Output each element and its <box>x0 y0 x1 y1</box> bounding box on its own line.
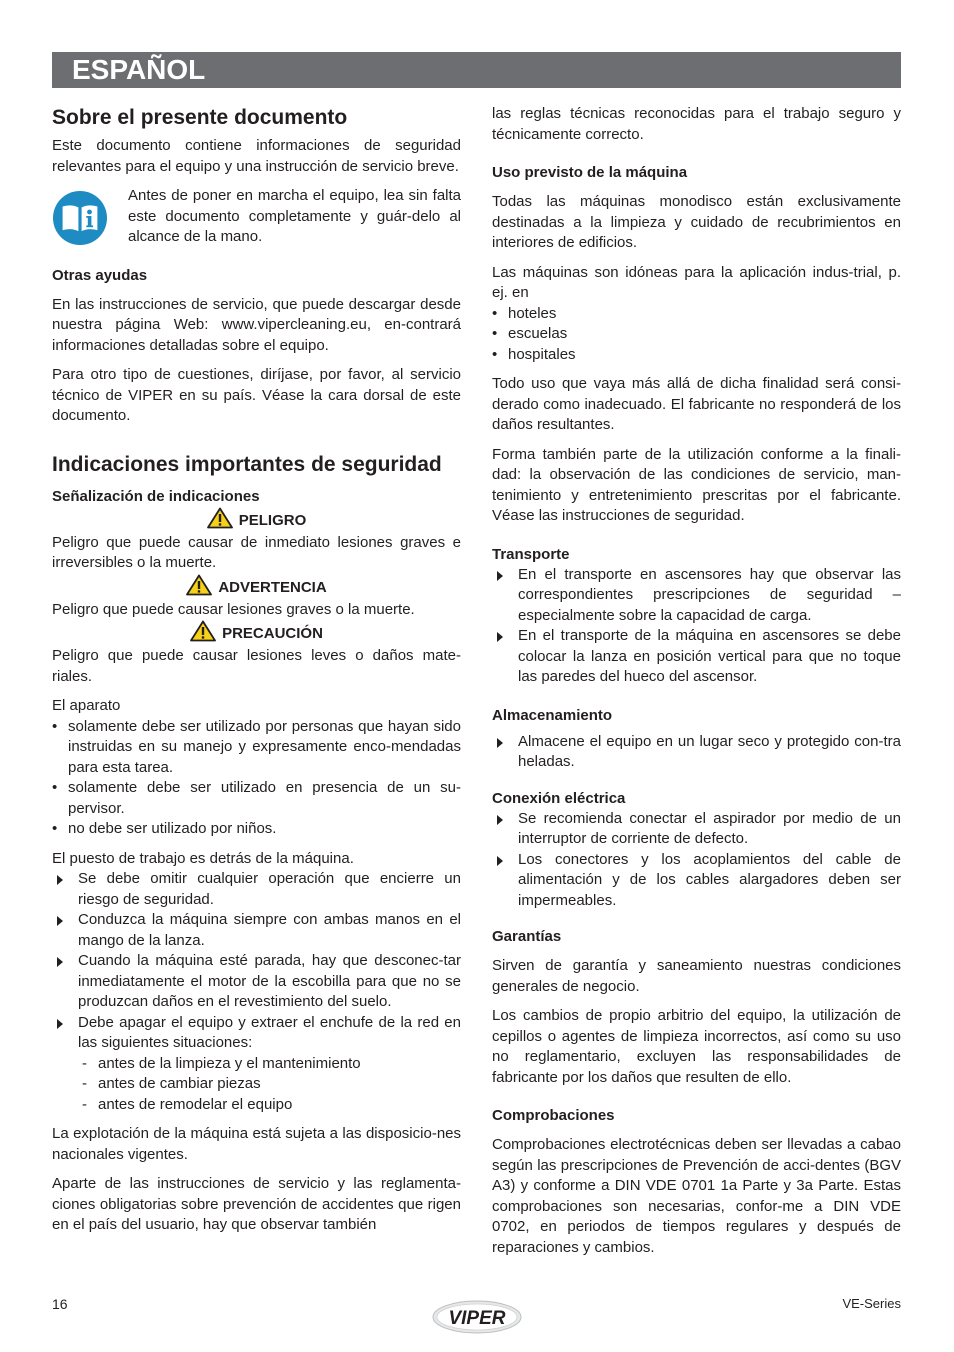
help-paragraph-2: Para otro tipo de cuestiones, diríjase, por favor, al servicio técnico de VIPER en su país. Véase la cara dorsal de este documento. <box>52 366 461 424</box>
arrow-bullet-icon <box>497 571 503 581</box>
help-heading: Otras ayudas <box>52 266 148 284</box>
logo-text: VIPER <box>448 1308 506 1329</box>
list-item: En el transporte en ascensores hay que observar las correspondientes prescripciones de seguridad –especialmente sobre la capacidad de carga. <box>492 565 901 627</box>
situations-list <box>78 1054 461 1116</box>
list-item: • solamente debe ser utilizado por personas que hayan sido instruidas en su manejo y expresamente enco-mendadas para esta tarea. <box>52 717 461 779</box>
warranty-paragraph-1: Sirven de garantía y saneamiento nuestras condiciones generales de negocio. <box>492 957 901 995</box>
warranty-heading: Garantías <box>492 928 562 945</box>
use-heading: Uso previsto de la máquina <box>492 164 688 181</box>
help-paragraph-1: En las instrucciones de servicio, que puede descargar desde nuestra página Web: www.vipercleaning.eu, en-contrará informaciones detalladas sobre el equipo. <box>52 295 461 354</box>
info-note <box>52 186 461 248</box>
list-item: - antes de remodelar el equipo <box>78 1095 461 1116</box>
storage-heading: Almacenamiento <box>492 706 613 724</box>
signal-heading: Señalización de indicaciones <box>52 487 260 505</box>
list-item: Conduzca la máquina siempre con ambas manos en el mango de la lanza. <box>52 910 461 951</box>
list-item: Los conectores y los acoplamientos del cable de alimentación y de los cables alargadores deben ser impermeables. <box>492 850 901 912</box>
device-list <box>52 717 461 840</box>
workplace-intro: El puesto de trabajo es detrás de la máquina. <box>52 849 354 867</box>
use-paragraph-1: Todas las máquinas monodisco están exclusivamente destinadas a la limpieza y cuidado de recubrimientos en interiores de edificios. <box>492 193 901 251</box>
use-paragraph-2: Las máquinas son idóneas para la aplicación indus-trial, p. ej. en <box>492 263 901 301</box>
list-item: • hospitales <box>492 345 901 366</box>
danger-label: PELIGRO <box>238 511 307 529</box>
transport-list <box>492 565 901 688</box>
danger-text: Peligro que puede causar de inmediato lesiones graves e irreversibles o la muerte. <box>52 533 461 571</box>
workplace-list <box>52 869 461 1115</box>
info-text: Antes de poner en marcha el equipo, lea sin falta este documento completamente y guár-delo al alcance de la mano. <box>128 187 461 245</box>
series-label: VE-Series <box>842 1296 901 1311</box>
arrow-bullet-icon <box>497 815 503 825</box>
list-item: Debe apagar el equipo y extraer el enchufe de la red en las siguientes situaciones: - antes de la limpieza y el mantenimiento - antes de cambiar piezas - antes de remodelar el equipo <box>52 1013 461 1116</box>
list-item: Se debe omitir cualquier operación que encierre un riesgo de seguridad. <box>52 869 461 910</box>
language-banner <box>52 52 901 88</box>
use-paragraph-3: Todo uso que vaya más allá de dicha finalidad será consi-derado como inadecuado. El fabricante no responderá de los daños resultantes. <box>492 375 901 433</box>
arrow-bullet-icon <box>497 738 503 748</box>
arrow-bullet-icon <box>57 1019 63 1029</box>
electric-list <box>492 809 901 912</box>
apart-text: Aparte de las instrucciones de servicio y las reglamenta-ciones obligatorias sobre prevención de accidentes que rigen en el país del usuario, hay que observar también <box>52 1175 461 1233</box>
caution-text: Peligro que puede causar lesiones leves o daños mate-riales. <box>52 647 461 685</box>
list-item: • escuelas <box>492 324 901 345</box>
list-item: - antes de la limpieza y el mantenimiento <box>78 1054 461 1075</box>
safety-heading: Indicaciones importantes de seguridad <box>52 452 442 476</box>
operation-text: La explotación de la máquina está sujeta a las disposicio-nes nacionales vigentes. <box>52 1125 461 1163</box>
checks-heading: Comprobaciones <box>492 1107 615 1124</box>
warning-text: Peligro que puede causar lesiones graves o la muerte. <box>52 600 415 618</box>
arrow-bullet-icon <box>497 632 503 642</box>
arrow-bullet-icon <box>57 875 63 885</box>
list-item: • solamente debe ser utilizado en presencia de un su-pervisor. <box>52 778 461 819</box>
about-heading: Sobre el presente documento <box>52 106 348 129</box>
electric-heading: Conexión eléctrica <box>492 789 626 807</box>
warning-signal <box>52 574 461 600</box>
left-column <box>52 104 461 1236</box>
arrow-bullet-icon <box>497 856 503 866</box>
checks-text: Comprobaciones electrotécnicas deben ser llevadas a cabao según las prescripciones de Prevención de acci-dentes (BGV A3) y conforme a DIN VDE 0701 1a Parte y 3a Parte. Estas comprobaciones son necesarias, confor-me a DIN VDE 0702, en periodos de tiempos regulares y después de reparaciones y cambios. <box>492 1136 901 1256</box>
viper-logo <box>432 1300 522 1334</box>
list-item: • no debe ser utilizado por niños. <box>52 819 461 840</box>
danger-signal <box>52 507 461 533</box>
warning-label: ADVERTENCIA <box>218 578 327 596</box>
continued-text: las reglas técnicas reconocidas para el trabajo seguro y técnicamente correcto. <box>492 105 901 143</box>
list-item: Se recomienda conectar el aspirador por medio de un interruptor de corriente de defecto. <box>492 809 901 850</box>
list-item: • hoteles <box>492 304 901 325</box>
use-paragraph-4: Forma también parte de la utilización conforme a la finali-dad: la observación de las condiciones de servicio, man-tenimiento y entretenimiento prescritas por el fabricante. Véase las instrucciones de seguridad. <box>492 445 901 524</box>
device-intro: El aparato <box>52 697 121 714</box>
page-number: 16 <box>52 1296 68 1312</box>
list-item: - antes de cambiar piezas <box>78 1074 461 1095</box>
arrow-bullet-icon <box>57 916 63 926</box>
caution-signal <box>52 620 461 646</box>
use-list <box>492 304 901 366</box>
right-column <box>492 104 901 1258</box>
list-item: Almacene el equipo en un lugar seco y protegido con-tra heladas. <box>492 732 901 773</box>
about-text: Este documento contiene informaciones de seguridad relevantes para el equipo y una instrucción de servicio breve. <box>52 137 461 175</box>
warranty-paragraph-2: Los cambios de propio arbitrio del equipo, la utilización de cepillos o agentes de limpieza incorrectos, así como su uso no reglamentario, excluyen las responsabilidades de fabricante por los daños que resulten de ello. <box>492 1007 901 1086</box>
caution-label: PRECAUCIÓN <box>222 625 323 642</box>
manual-info-icon <box>52 190 108 246</box>
warning-triangle-icon <box>207 507 233 529</box>
warning-triangle-icon <box>186 574 212 596</box>
language-title: ESPAÑOL <box>72 54 206 85</box>
transport-heading: Transporte <box>492 545 570 563</box>
list-item: Cuando la máquina esté parada, hay que desconec-tar inmediatamente el motor de la escobilla para que no se produzcan daños en el revestimiento del suelo. <box>52 951 461 1013</box>
arrow-bullet-icon <box>57 957 63 967</box>
warning-triangle-icon <box>190 620 216 642</box>
storage-list <box>492 732 901 773</box>
list-item: En el transporte de la máquina en ascensores se debe colocar la lanza en posición vertical para que no toque las paredes del hueco del ascensor. <box>492 626 901 688</box>
